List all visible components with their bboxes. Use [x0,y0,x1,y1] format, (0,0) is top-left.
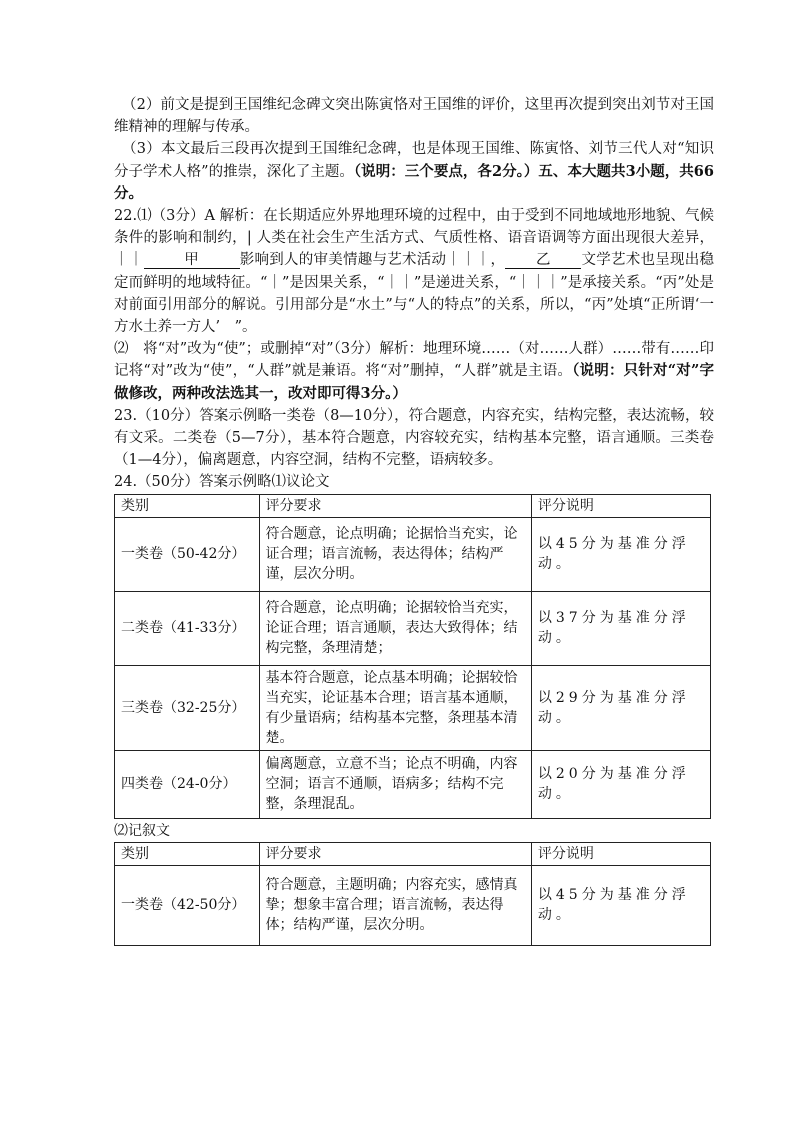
header-category: 类别 [115,842,260,865]
question-22-text-a: 22.⑴（3分）A 解析：在长期适应外界地理环境的过程中，由于受到不同地域地形地貌、气候条件的影响和制约，| 人类在社会生产生活方式、气质性格、语音语调等方面出现很大差异，｜｜ [114,208,714,269]
table-row [115,591,711,665]
row-category: 四类卷（24-0分） [115,750,260,818]
answer-paragraph-3 [114,138,714,205]
table-row [115,517,711,591]
row-requirement: 符合题意，论点明确；论据较恰当充实，论证合理；语言通顺，表达大致得体；结构完整，条理清楚； [259,591,531,665]
header-requirement: 评分要求 [259,494,531,517]
question-22-part-2-text: ⑵ 将“对”改为“使”；或删掉“对”（3分）解析：地理环境……（对……人群）……带有……印记将“对”改为“使”，“人群”就是兼语。将“对”删掉，“人群”就是主语。 [114,341,714,380]
scoring-note-dui: （说明：只针对“对”字做修改，两种改法选其一，改对即可得3分。） [114,362,714,402]
table-header-row [115,842,711,865]
row-category: 三类卷（32-25分） [115,665,260,750]
table-row [115,665,711,750]
row-category: 一类卷（42-50分） [115,865,260,945]
row-requirement: 符合题意，主题明确；内容充实，感情真挚；想象丰富合理；语言流畅，表达得体；结构严谨，层次分明。 [259,865,531,945]
header-note: 评分说明 [531,494,710,517]
header-category: 类别 [115,494,260,517]
row-requirement: 基本符合题意，论点基本明确；论据较恰当充实，论证基本合理；语言基本通顺，有少量语病；结构基本完整，条理基本清楚。 [259,665,531,750]
row-category: 一类卷（50-42分） [115,517,260,591]
row-note: 以45分为基准分浮动。 [531,517,710,591]
row-note: 以45分为基准分浮动。 [531,865,710,945]
scoring-note-three-points: （说明：三个要点，各2分。）五、本大题共3小题，共66分。 [114,162,714,202]
question-24-heading: 24.（50分）答案示例略⑴议论文 [114,474,330,491]
question-22-text-c: 文学艺术也呈现出稳定而鲜明的地域特征。“｜”是因果关系，“｜｜”是递进关系，“｜｜｜”是承接关系。“丙”处是对前面引用部分的解说。引用部分是“水土”与“人的特点”的关系，所以，“丙”处填“正所谓‘一方水土养一方人’ ”。 [114,252,714,336]
narrative-essay-grading-table [114,842,711,946]
table-row [115,865,711,945]
question-23: 23.（10分）答案示例略一类卷（8—10分），符合题意，内容充实，结构完整，表达流畅，较有文采。二类卷（5—7分），基本符合题意，内容较充实，结构基本完整，语言通顺。三类卷（1—4分），偏离题意，内容空洞，结构不完整，语病较多。 [114,407,714,469]
narrative-section-title: ⑵记叙文 [114,822,170,839]
blank-jia: 甲 [144,252,240,269]
header-requirement: 评分要求 [259,842,531,865]
answer-paragraph-3-text: （3）本文最后三段再次提到王国维纪念碑，也是体现王国维、陈寅恪、刘节三代人对“知识分子学术人格”的推崇，深化了主题。 [114,141,714,180]
table-header-row [115,494,711,517]
blank-yi: 乙 [505,252,581,269]
header-note: 评分说明 [531,842,710,865]
row-requirement: 偏离题意，立意不当；论点不明确，内容空洞；语言不通顺，语病多；结构不完整，条理混乱。 [259,750,531,818]
row-note: 以37分为基准分浮动。 [531,591,710,665]
row-note: 以29分为基准分浮动。 [531,665,710,750]
argumentative-essay-grading-table [114,494,711,819]
row-note: 以20分为基准分浮动。 [531,750,710,818]
question-22-text-b: 影响到人的审美情趣与艺术活动｜｜｜， [239,252,506,269]
answer-key-page [114,94,714,946]
row-category: 二类卷（41-33分） [115,591,260,665]
question-22-part-1 [114,205,714,338]
answer-paragraph-2: （2）前文是提到王国维纪念碑文突出陈寅恪对王国维的评价，这里再次提到突出刘节对王国维精神的理解与传承。 [114,97,714,136]
table-row [115,750,711,818]
question-22-part-2 [114,338,714,405]
row-requirement: 符合题意，论点明确；论据恰当充实，论证合理；语言流畅，表达得体；结构严谨，层次分明。 [259,517,531,591]
